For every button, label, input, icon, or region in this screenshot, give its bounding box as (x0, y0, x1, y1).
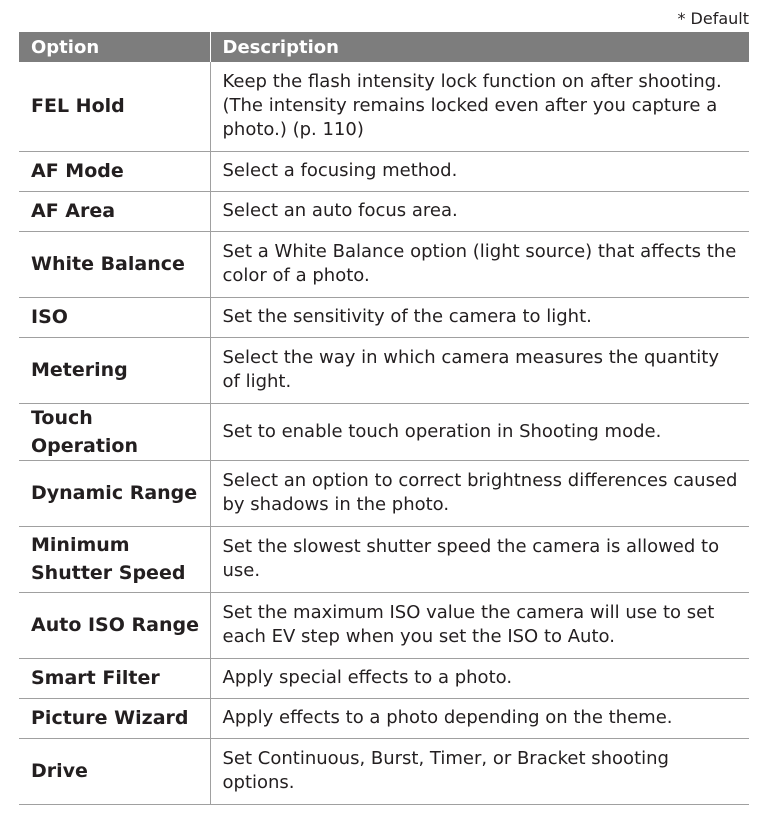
option-cell: White Balance (19, 231, 210, 297)
table-row (19, 297, 749, 337)
header-row (19, 32, 749, 62)
table-row (19, 698, 749, 738)
table-row (19, 592, 749, 658)
description-cell: Set to enable touch operation in Shooting mode. (210, 403, 749, 460)
table-row (19, 62, 749, 151)
description-cell: Select an option to correct brightness differences caused by shadows in the photo. (210, 460, 749, 526)
option-cell: Picture Wizard (19, 698, 210, 738)
description-cell: Set the maximum ISO value the camera will use to set each EV step when you set the ISO to Auto. (210, 592, 749, 658)
option-cell: AF Area (19, 191, 210, 231)
table-header (19, 32, 749, 62)
table-row (19, 460, 749, 526)
description-cell: Set the slowest shutter speed the camera is allowed to use. (210, 526, 749, 592)
table-row (19, 658, 749, 698)
description-cell: Keep the flash intensity lock function on after shooting. (The intensity remains locked even after you capture a photo.) (p. 110) (210, 62, 749, 151)
description-cell: Apply effects to a photo depending on the theme. (210, 698, 749, 738)
table-body (19, 62, 749, 804)
option-cell: Minimum Shutter Speed (19, 526, 210, 592)
table-row (19, 151, 749, 191)
option-cell: Metering (19, 337, 210, 403)
table-row (19, 403, 749, 460)
option-column-header: Option (19, 32, 210, 62)
table-row (19, 526, 749, 592)
table-row (19, 738, 749, 804)
description-cell: Set a White Balance option (light source) that affects the color of a photo. (210, 231, 749, 297)
option-cell: Smart Filter (19, 658, 210, 698)
table-row (19, 191, 749, 231)
description-column-header: Description (210, 32, 749, 62)
description-cell: Select a focusing method. (210, 151, 749, 191)
table-row (19, 231, 749, 297)
description-cell: Set Continuous, Burst, Timer, or Bracket shooting options. (210, 738, 749, 804)
option-cell: ISO (19, 297, 210, 337)
option-cell: Touch Operation (19, 403, 210, 460)
description-cell: Select an auto focus area. (210, 191, 749, 231)
option-cell: Dynamic Range (19, 460, 210, 526)
option-cell: Drive (19, 738, 210, 804)
description-cell: Select the way in which camera measures the quantity of light. (210, 337, 749, 403)
option-cell: FEL Hold (19, 62, 210, 151)
options-table (19, 32, 749, 805)
option-cell: Auto ISO Range (19, 592, 210, 658)
default-footnote: * Default (677, 9, 749, 28)
description-cell: Apply special effects to a photo. (210, 658, 749, 698)
table-row (19, 337, 749, 403)
option-cell: AF Mode (19, 151, 210, 191)
description-cell: Set the sensitivity of the camera to light. (210, 297, 749, 337)
